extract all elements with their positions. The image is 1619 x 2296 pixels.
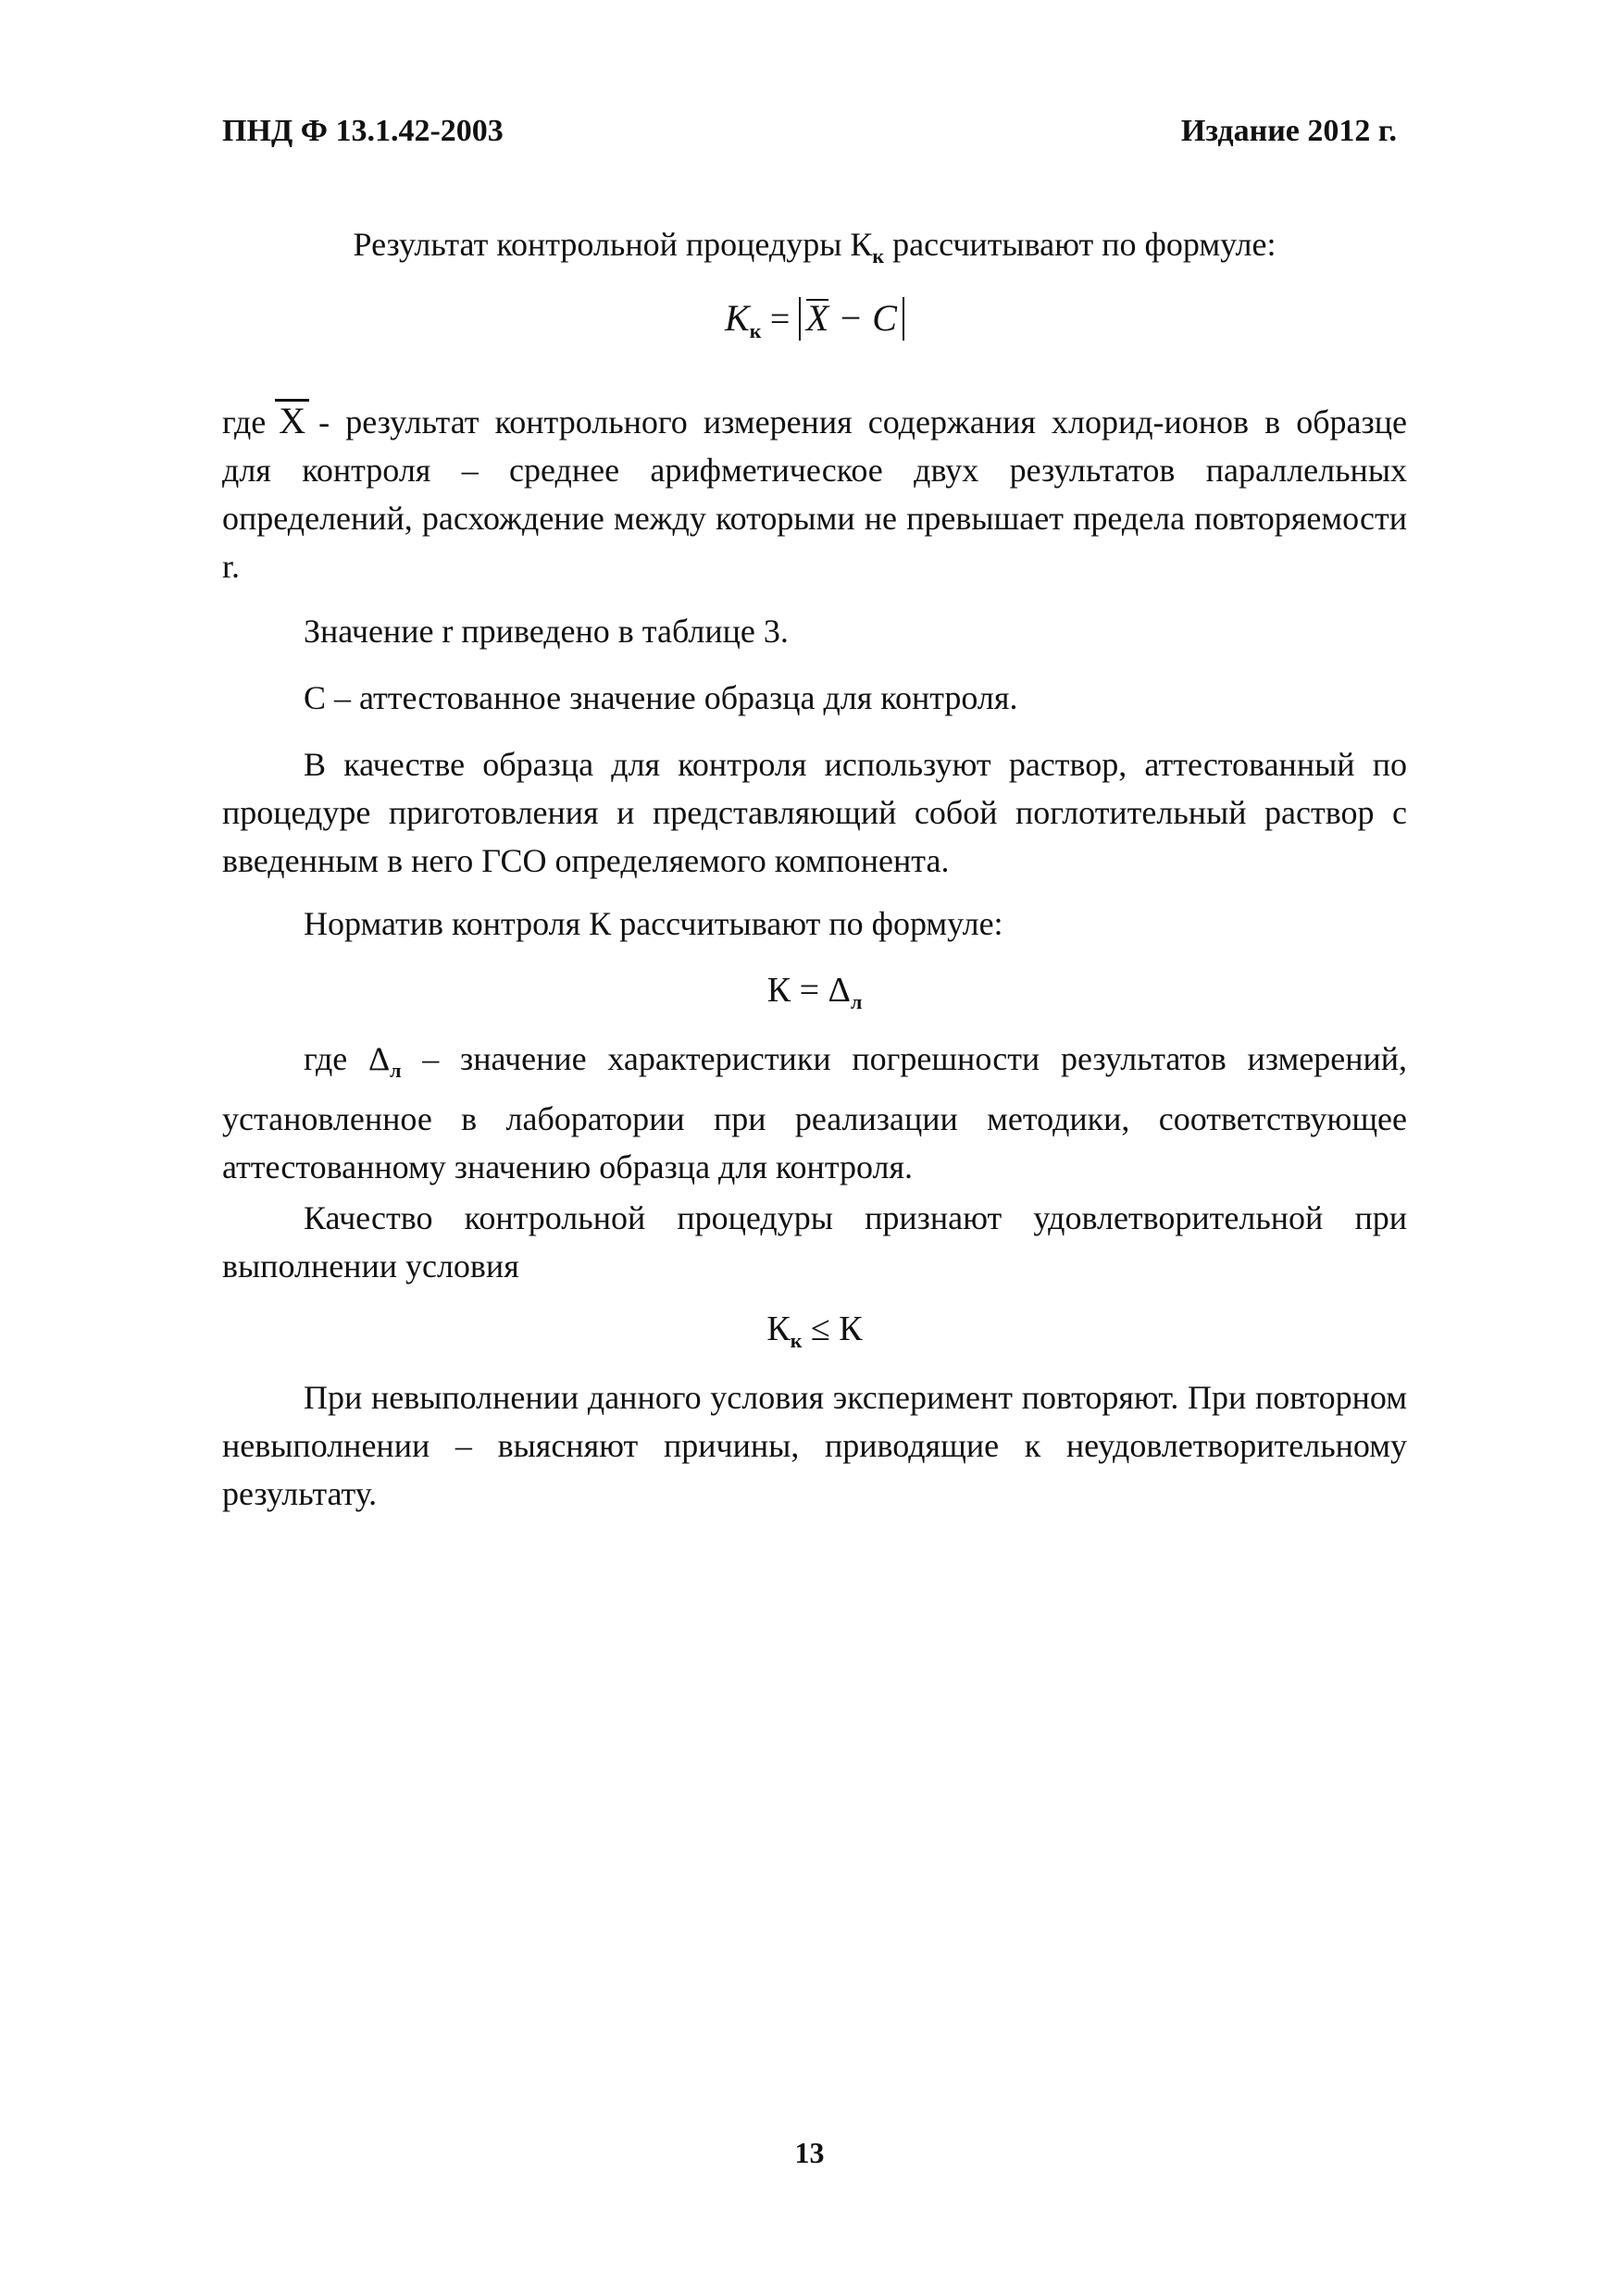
edition-label: Издание 2012 г. [1180,114,1397,148]
formula-condition-sub: к [790,1329,803,1352]
where-x-text: - результат контрольного измерения содержания хлорид-ионов в образце для контроля – среднее арифметическое двух результатов параллельных определений, расхождение между которыми не превышает предела повторяемости r. [222,403,1407,585]
intro-text: Результат контрольной процедуры К [353,226,873,263]
formula-k-lhs: К = Δ [766,971,851,1010]
final-paragraph: При невыполнении данного условия эксперимент повторяют. При повторном невыполнении – выясняют причины, приводящие к неудовлетворительному результату. [222,1379,1407,1512]
where-x-symbol: X [275,399,309,441]
delta-definition-paragraph [222,1035,1407,1191]
delta-lead: где Δ [304,1040,391,1077]
formula-condition-lhs: К [766,1309,791,1348]
formula-condition [222,1305,1407,1365]
formula-kk-xbar: X [805,297,829,339]
intro-line [222,220,1407,280]
formula-k-sub: л [850,990,863,1013]
where-x-lead: где [222,403,267,441]
formula-kk-abs [799,297,904,341]
formula-kk [222,294,1407,355]
page-number: 13 [794,2136,825,2169]
formula-kk-lhs: K [725,297,750,339]
quality-paragraph: Качество контрольной процедуры признают удовлетворительной при выполнении условия [222,1199,1407,1285]
document-code: ПНД Ф 13.1.42-2003 [222,114,504,148]
intro-text-after: рассчитывают по формуле: [884,226,1277,263]
formula-kk-minus-c: − C [828,297,897,339]
c-definition-line: С – аттестованное значение образца для контроля. [304,679,1018,716]
formula-k [222,966,1407,1026]
delta-sub: л [390,1059,402,1082]
norm-intro-line: Норматив контроля К рассчитывают по формуле: [304,905,1003,942]
delta-text: – значение характеристики погрешности результатов измерений, установленное в лаборатории при реализации методики, соответствующее аттестованному значению образца для контроля. [222,1040,1407,1185]
where-x-paragraph [222,398,1407,590]
r-value-line: Значение r приведено в таблице 3. [304,613,789,650]
formula-kk-lhs-sub: к [749,319,762,342]
sample-paragraph: В качестве образца для контроля используют раствор, аттестованный по процедуре приготовления и представляющий собой поглотительный раствор с введенным в него ГСО определяемого компонента. [222,746,1407,879]
formula-condition-rhs: ≤ К [802,1309,863,1348]
intro-subscript: к [872,244,885,267]
formula-kk-eq: = [761,300,799,339]
